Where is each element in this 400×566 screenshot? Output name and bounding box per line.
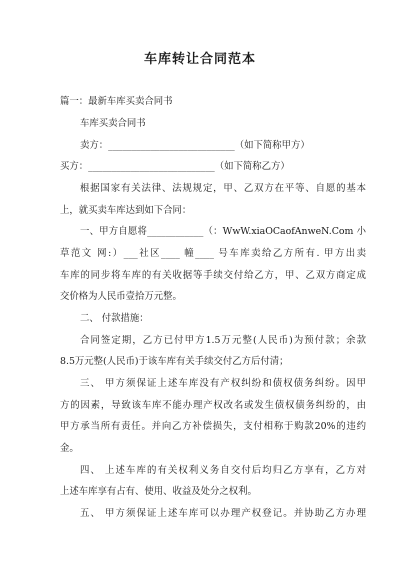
paragraph-line: 根据国家有关法律、法规规定，甲、乙双方在平等、自愿的基本 [80, 183, 366, 194]
paragraph-line: 交价格为人民币壹拾万元整。 [60, 291, 182, 302]
contract-subtitle: 车库买卖合同书 [80, 118, 146, 129]
document-title: 车库转让合同范本 [143, 52, 256, 67]
paragraph-line: 四、 上述车库的有关权利义务自交付后均归乙方享有，乙方对 [80, 465, 366, 476]
paragraph-line: 甲方承当所有责任。并向乙方补偿损失，支付相称于购款20%的违约 [60, 421, 366, 432]
paragraph-line: 五、 甲方须保证上述车库可以办理产权登记。并协助乙方办理 [80, 508, 366, 519]
paragraph-line: 8.5万元整(人民币)于该车库有关手续交付乙方后付清； [60, 356, 289, 367]
paragraph-line: 方的因素，导致该车库不能办理产权改名或发生债权债务纠纷的，由 [60, 400, 366, 411]
paragraph-line: 一、甲方自愿将____________（：WwW.xiaOCaofAnweN.Com 小 [80, 226, 366, 237]
section-heading: 篇一：最新车库买卖合同书 [60, 96, 173, 107]
buyer-line: 买方：___________________________（如下简称乙方） [60, 161, 290, 172]
paragraph-line: 合同签定期，乙方已付甲方1.5万元整(人民币)为预付款；余款 [80, 335, 366, 346]
paragraph-line: 上，就买卖车库达到如下合同： [60, 205, 192, 216]
paragraph-line: 车库的同步将车库的有关收据等手续交付给乙方，甲、乙双方商定成 [60, 270, 366, 281]
seller-line: 卖方：___________________________（如下简称甲方） [80, 140, 310, 151]
paragraph-line: 草范文 网:）___社区____ 幢____ 号车库卖给乙方所有. 甲方出卖 [60, 248, 366, 259]
paragraph-line: 三、 甲方须保证上述车库没有产权纠纷和债权债务纠纷。因甲 [80, 378, 366, 389]
section-heading: 二、 付款措施： [80, 313, 149, 324]
paragraph-line: 上述车库享有占有、使用、收益及处分之权利。 [60, 486, 257, 497]
paragraph-line: 金。 [60, 443, 79, 454]
